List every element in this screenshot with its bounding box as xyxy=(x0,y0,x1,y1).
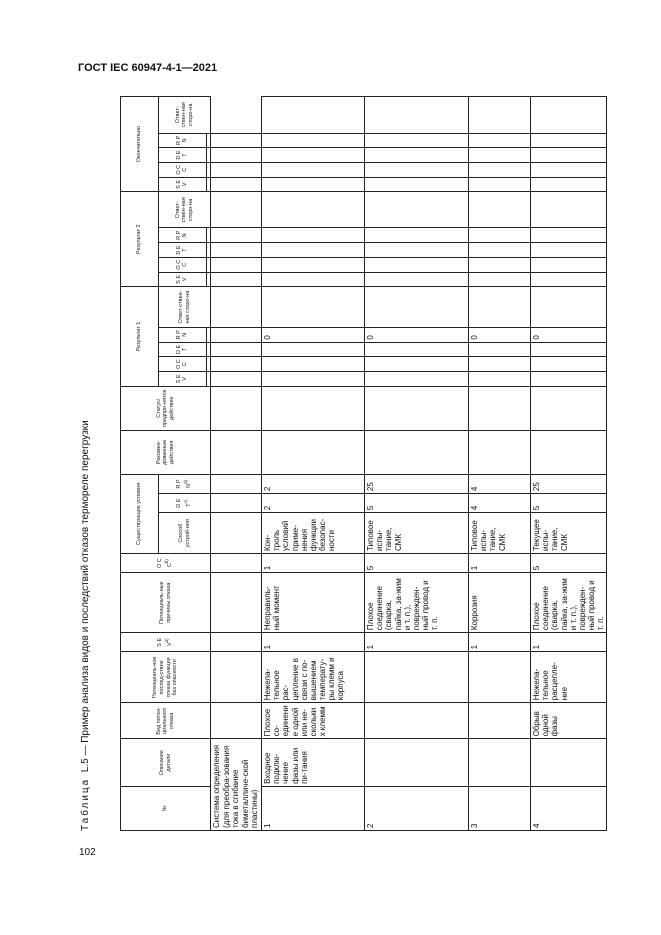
cell xyxy=(211,513,262,554)
row-r1-rpn: 0 xyxy=(530,327,607,342)
r1-sev-head: S E V xyxy=(159,371,207,386)
row-r1-rpn: 0 xyxy=(364,327,468,342)
row-sev: 1 xyxy=(261,633,364,652)
row-actions xyxy=(364,430,468,474)
row-method: Текущее испы-тание, СМК xyxy=(530,513,607,554)
cell xyxy=(364,192,468,228)
table-row xyxy=(364,97,468,831)
r1-occ-head: O C C xyxy=(159,357,207,372)
row-actions xyxy=(530,430,607,474)
r2-resp-head: Ответ-ствен-ная сторо-на xyxy=(159,192,211,228)
cell xyxy=(364,133,468,148)
cell xyxy=(261,97,364,134)
header-occ xyxy=(121,554,211,573)
header-sev-note: a) xyxy=(164,638,170,643)
row-cause: Коррозия xyxy=(468,573,530,633)
cell xyxy=(211,177,262,192)
row-fail-mode xyxy=(468,703,530,739)
cell xyxy=(530,148,607,163)
row-cause: Неправиль-ный момент xyxy=(261,573,364,633)
row-actions xyxy=(468,430,530,474)
cell xyxy=(261,162,364,177)
header-det xyxy=(159,494,211,513)
header-num: № xyxy=(121,786,211,830)
row-fail-mode xyxy=(364,703,468,739)
cell xyxy=(211,243,262,258)
cell xyxy=(468,133,530,148)
cell xyxy=(211,272,262,287)
header-result2: Результат 2 xyxy=(121,192,159,287)
cell xyxy=(211,287,262,328)
cell xyxy=(468,97,530,134)
row-r1-occ xyxy=(364,357,468,372)
cell xyxy=(364,162,468,177)
row-r1-sev xyxy=(468,371,530,386)
cell xyxy=(211,327,262,342)
cell xyxy=(261,133,364,148)
cell xyxy=(468,177,530,192)
row-r1-rpn: 0 xyxy=(468,327,530,342)
row-cause: Плохое соединение (сварка, пайка, за-жим и т. п.), поврежден-ный провод и т. п. xyxy=(530,573,607,633)
row-effect xyxy=(468,652,530,703)
cell xyxy=(364,243,468,258)
header-sev-label: S E V xyxy=(157,637,173,647)
row-r1-occ xyxy=(530,357,607,372)
row-rpn: 2 xyxy=(261,474,364,493)
header-det-note: c) xyxy=(183,499,189,504)
cell xyxy=(468,243,530,258)
header-actions: Рекомен-дованные действия xyxy=(121,430,211,474)
cell xyxy=(211,192,262,228)
cell xyxy=(468,272,530,287)
row-r1-resp xyxy=(261,287,364,328)
table-row xyxy=(468,97,530,831)
table-caption-text: L.5 — Пример анализа видов и последствий отказов термореле перегрузки xyxy=(80,420,91,773)
row-num: 2 xyxy=(364,786,468,830)
cell xyxy=(468,148,530,163)
cell xyxy=(468,162,530,177)
cell xyxy=(211,357,262,372)
cell xyxy=(211,573,262,633)
header-desc: Описание детали xyxy=(121,739,211,786)
row-r1-resp xyxy=(364,287,468,328)
cell xyxy=(530,257,607,272)
row-r1-occ xyxy=(468,357,530,372)
page-number: 102 xyxy=(79,847,96,858)
row-desc xyxy=(364,739,468,786)
row-r1-sev xyxy=(530,371,607,386)
cell xyxy=(211,162,262,177)
f-det-head: D E T xyxy=(159,148,207,163)
row-effect xyxy=(364,652,468,703)
header-sev xyxy=(121,633,211,652)
r2-det-head: D E T xyxy=(159,243,207,258)
header-rpn xyxy=(159,474,211,493)
cell xyxy=(261,148,364,163)
cell xyxy=(530,133,607,148)
cell xyxy=(211,371,262,386)
r2-rpn-head: R P N xyxy=(159,228,207,243)
row-occ: 5 xyxy=(364,554,468,573)
row-r1-resp xyxy=(468,287,530,328)
row-status xyxy=(530,386,607,430)
cell xyxy=(468,257,530,272)
row-r1-rpn: 0 xyxy=(261,327,364,342)
row-actions xyxy=(261,430,364,474)
rotated-table-block xyxy=(80,96,606,831)
header-occ-label: O C C xyxy=(157,558,173,568)
row-det: 5 xyxy=(364,494,468,513)
cell xyxy=(364,228,468,243)
header-rpn-note: d) xyxy=(183,479,189,485)
row-r1-det xyxy=(468,342,530,357)
row-method: Типовое испы-тание, СМК xyxy=(364,513,468,554)
cell xyxy=(364,97,468,134)
row-sev: 1 xyxy=(364,633,468,652)
row-desc xyxy=(468,739,530,786)
cell xyxy=(364,177,468,192)
header-fail-mode: Вид потен-циального отказа xyxy=(121,703,211,739)
cell xyxy=(211,474,262,493)
cell xyxy=(211,652,262,703)
header-effect: Потенциаль-ное послед-ствие отказа функции без опасности xyxy=(121,652,211,703)
cell xyxy=(364,257,468,272)
row-desc: Входное подклю-чение фазы или пи-тания xyxy=(261,739,364,786)
header-result1: Результат 1 xyxy=(121,287,159,386)
document-header: ГОСТ IEC 60947-4-1—2021 xyxy=(78,62,218,74)
table-row xyxy=(530,97,607,831)
header-method: Способ устрой-ния xyxy=(159,513,211,554)
f-occ-head: O C C xyxy=(159,162,207,177)
system-row-text: Система определения (для преобра-зования тока в сгибание биметалличе-ской пластины) xyxy=(211,739,262,831)
cell xyxy=(261,192,364,228)
cell xyxy=(530,177,607,192)
table-caption-prefix: Таблица xyxy=(80,777,91,831)
table-row xyxy=(261,97,364,831)
cell xyxy=(530,192,607,228)
fmea-table xyxy=(120,96,607,831)
row-occ: 1 xyxy=(468,554,530,573)
f-rpn-head: R P N xyxy=(159,133,207,148)
cell xyxy=(211,703,262,739)
row-method: Кон-троль условий приме-нения функции безопас-ности xyxy=(261,513,364,554)
header-cause: Потенциаль-ные причины отказа xyxy=(121,573,211,633)
cell xyxy=(211,386,262,430)
cell xyxy=(530,228,607,243)
cell xyxy=(211,148,262,163)
header-occ-note: b) xyxy=(164,559,170,564)
header-rpn-label: R P N xyxy=(176,479,192,489)
r1-rpn-head: R P N xyxy=(159,327,207,342)
row-det: 2 xyxy=(261,494,364,513)
row-r1-sev xyxy=(364,371,468,386)
f-resp-head: Ответ-ствен-ная сторо-на xyxy=(159,97,211,134)
cell xyxy=(211,430,262,474)
cell xyxy=(261,272,364,287)
f-sev-head: S E V xyxy=(159,177,207,192)
cell xyxy=(211,554,262,573)
cell xyxy=(211,257,262,272)
cell xyxy=(211,494,262,513)
row-num: 1 xyxy=(261,786,364,830)
header-status: Статус/ предпри-нятое действие xyxy=(121,386,211,430)
row-status xyxy=(261,386,364,430)
row-rpn: 25 xyxy=(530,474,607,493)
row-r1-det xyxy=(364,342,468,357)
row-occ: 1 xyxy=(261,554,364,573)
cell xyxy=(211,633,262,652)
row-status xyxy=(364,386,468,430)
cell xyxy=(261,228,364,243)
header-current-group: Существующие условия xyxy=(121,474,159,553)
r1-resp-head: Ответ-ствен-ная сторо-на xyxy=(159,287,211,328)
r2-sev-head: S E V xyxy=(159,272,207,287)
row-sev: 1 xyxy=(530,633,607,652)
cell xyxy=(364,148,468,163)
cell xyxy=(530,162,607,177)
table-caption xyxy=(80,96,91,831)
row-effect: Нежела-тельное расцепле-ние xyxy=(530,652,607,703)
row-sev: 1 xyxy=(468,633,530,652)
row-det: 5 xyxy=(530,494,607,513)
row-r1-det xyxy=(530,342,607,357)
row-rpn: 4 xyxy=(468,474,530,493)
row-num: 4 xyxy=(530,786,607,830)
r1-det-head: D E T xyxy=(159,342,207,357)
row-effect: Нежела-тельное рас-цепление в связи с по-вышением температу-ры клемм и корпуса xyxy=(261,652,364,703)
row-r1-resp xyxy=(530,287,607,328)
row-cause: Плохое соединение (сварка, пайка, за-жим и т. п.), поврежден-ный провод и т. п. xyxy=(364,573,468,633)
r2-occ-head: O C C xyxy=(159,257,207,272)
row-r1-det xyxy=(261,342,364,357)
cell xyxy=(364,272,468,287)
cell xyxy=(530,97,607,134)
row-fail-mode: Плохое со-единение одной или не-скольких клемм xyxy=(261,703,364,739)
cell xyxy=(530,272,607,287)
row-det: 4 xyxy=(468,494,530,513)
row-occ: 5 xyxy=(530,554,607,573)
cell xyxy=(261,177,364,192)
row-fail-mode: Обрыв одной фазы xyxy=(530,703,607,739)
row-r1-occ xyxy=(261,357,364,372)
cell xyxy=(261,243,364,258)
cell xyxy=(468,192,530,228)
cell xyxy=(261,257,364,272)
cell xyxy=(211,228,262,243)
cell xyxy=(468,228,530,243)
row-num: 3 xyxy=(468,786,530,830)
row-method: Типовое испы-тание, СМК xyxy=(468,513,530,554)
cell xyxy=(211,342,262,357)
system-row xyxy=(211,97,262,831)
cell xyxy=(530,243,607,258)
row-status xyxy=(468,386,530,430)
row-rpn: 25 xyxy=(364,474,468,493)
row-r1-sev xyxy=(261,371,364,386)
header-det-label: D E T xyxy=(176,498,192,508)
header-final: Окончательно xyxy=(121,97,159,192)
cell xyxy=(211,133,262,148)
row-desc xyxy=(530,739,607,786)
